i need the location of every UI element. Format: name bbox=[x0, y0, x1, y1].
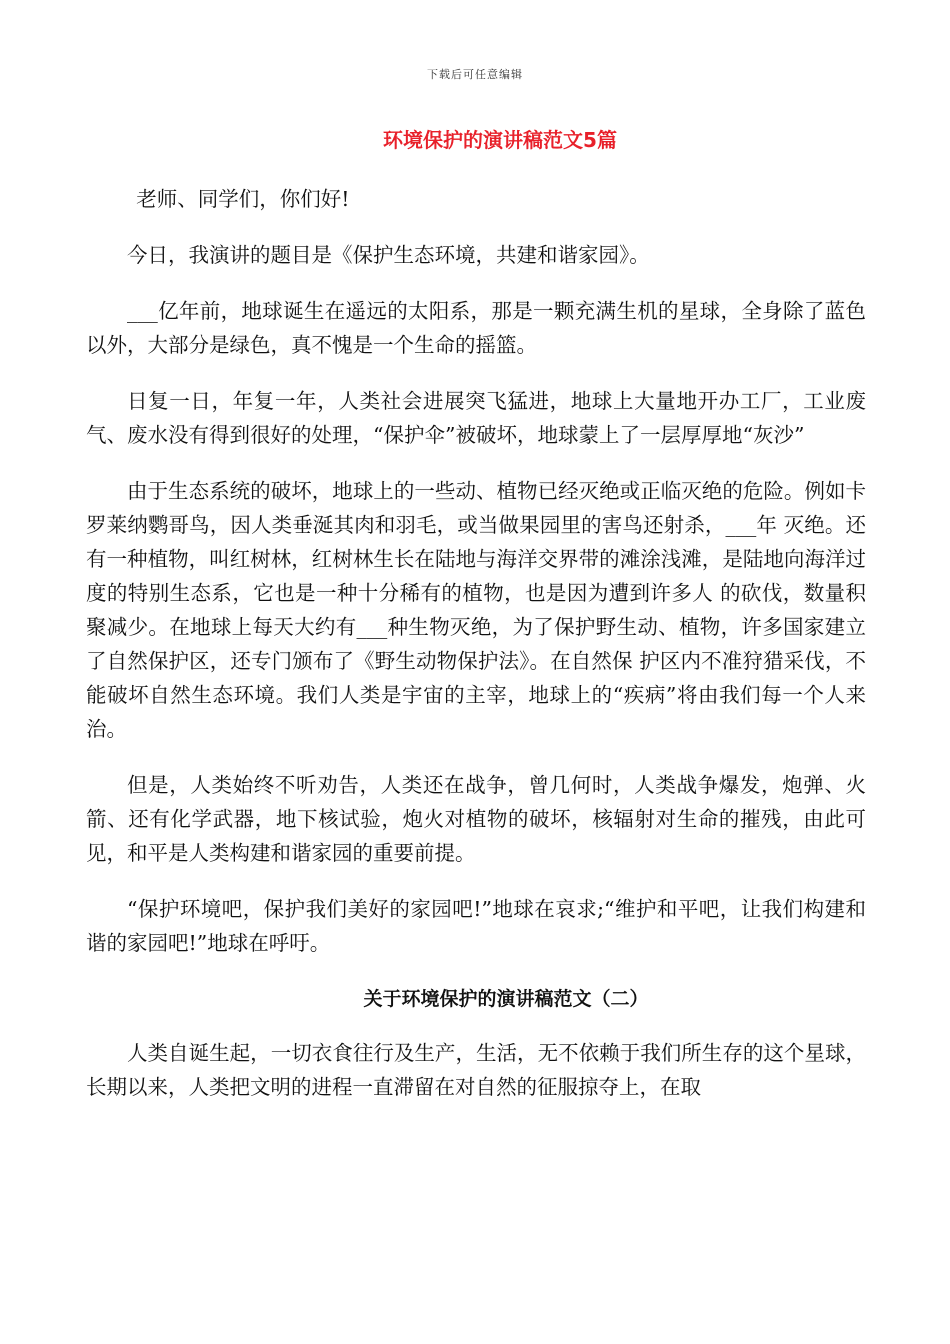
document-body bbox=[86, 182, 866, 1126]
paragraph-appeal: “保护环境吧，保护我们美好的家园吧!”地球在哀求;“维护和平吧，让我们构建和谐的家园吧!”地球在呼吁。 bbox=[86, 897, 866, 955]
paragraph-war: 但是，人类始终不听劝告，人类还在战争，曾几何时，人类战争爆发，炮弹、火箭、还有化学武器，地下核试验，炮火对植物的破坏，核辐射对生命的摧残，由此可见，和平是人类构建和谐家园的重要前提。 bbox=[86, 773, 866, 865]
paragraph-ecosystem: 由于生态系统的破坏，地球上的一些动、植物已经灭绝或正临灭绝的危险。例如卡罗莱纳鹦哥鸟，因人类垂涎其肉和羽毛，或当做果园里的害鸟还射杀，___年 灭绝。还有一种植物，叫红树林，红树林生长在陆地与海洋交界带的滩涂浅滩，是陆地向海洋过度的特别生态系，它也是一种十分稀有的植物，也是因为遭到许多人 的砍伐，数量积聚减少。在地球上每天大约有___种生物灭绝，为了保护野生动、植物，许多国家建立了自然保护区，还专门颁布了《野生动物保护法》。在自然保 护区内不准狩猎采伐，不能破坏自然生态环境。我们人类是宇宙的主宰，地球上的“疾病”将由我们每一个人来治。 bbox=[86, 479, 866, 741]
paragraph-industry: 日复一日，年复一年，人类社会进展突飞猛进，地球上大量地开办工厂，工业废气、废水没有得到很好的处理，“保护伞”被破坏，地球蒙上了一层厚厚地“灰沙” bbox=[86, 389, 866, 447]
paragraph-earth-birth: ___亿年前，地球诞生在遥远的太阳系，那是一颗充满生机的星球，全身除了蓝色以外，大部分是绿色，真不愧是一个生命的摇篮。 bbox=[86, 299, 866, 357]
paragraph-topic: 今日，我演讲的题目是《保护生态环境，共建和谐家园》。 bbox=[127, 243, 650, 267]
document-title: 环境保护的演讲稿范文5篇 bbox=[383, 128, 617, 152]
paragraph-greeting: 老师、同学们，你们好! bbox=[136, 187, 350, 211]
header-note: 下载后可任意编辑 bbox=[427, 68, 523, 81]
paragraph-section2-intro: 人类自诞生起，一切衣食往行及生产，生活，无不依赖于我们所生存的这个星球，长期以来，人类把文明的进程一直滞留在对自然的征服掠夺上，在取 bbox=[86, 1041, 866, 1099]
section-title: 关于环境保护的演讲稿范文（二） bbox=[363, 988, 649, 1010]
